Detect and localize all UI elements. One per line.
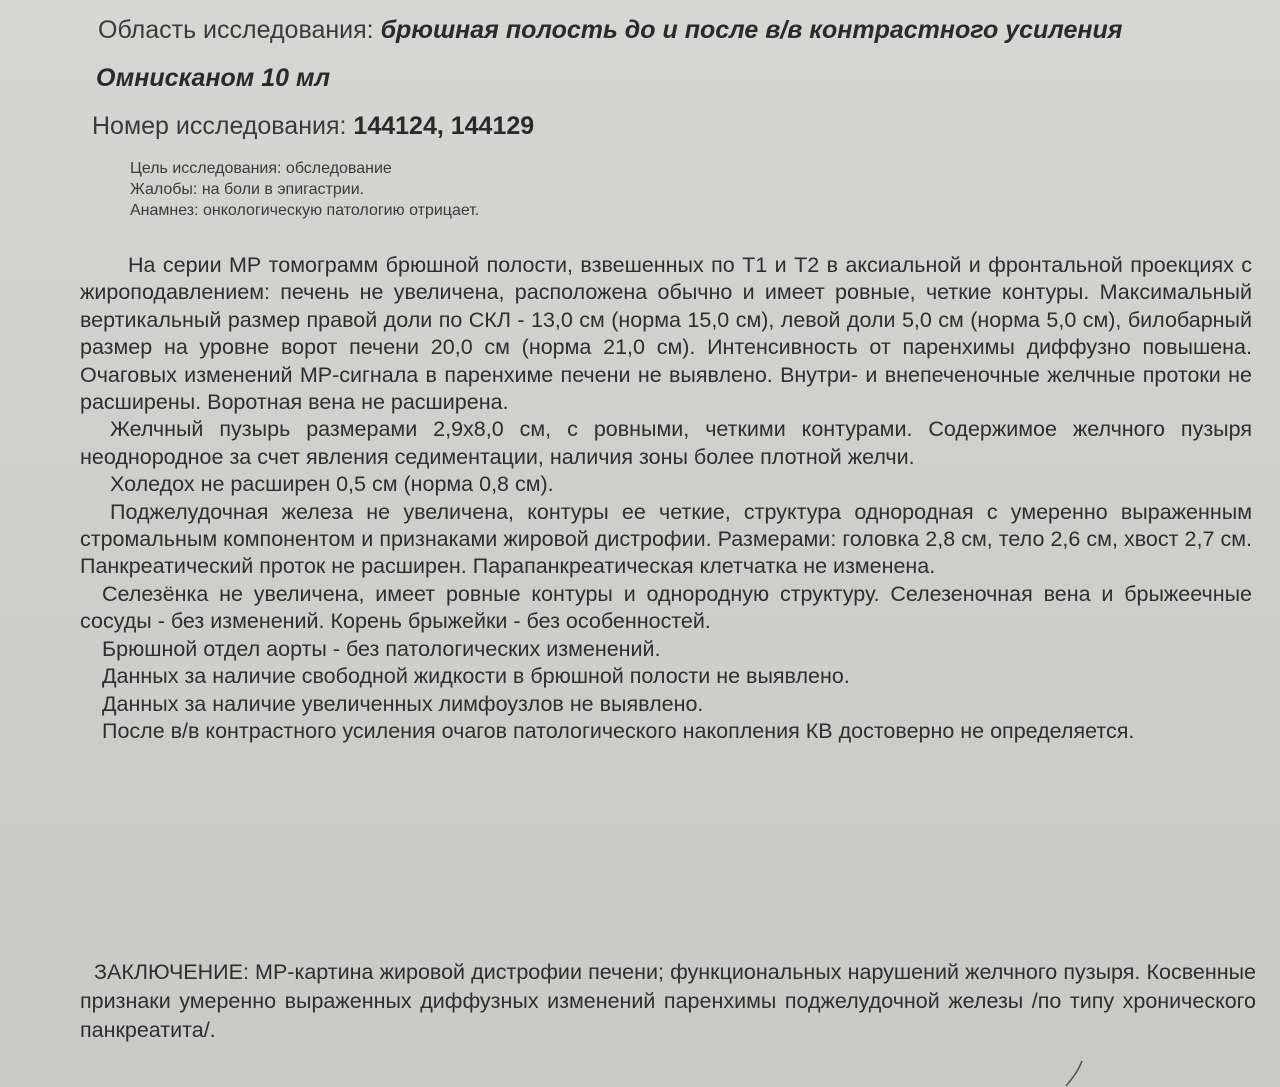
anamnesis: Анамнез: онкологическую патологию отрицает. — [130, 202, 480, 219]
study-purpose: Цель исследования: обследование — [130, 160, 392, 177]
study-area-label: Область исследования: — [98, 16, 374, 44]
findings-pancreas: Поджелудочная железа не увеличена, контуры ее четкие, структура однородная с умеренно выраженным стромальным компонентом и признаками жировой дистрофии. Размерами: головка 2,8 см, тело 2,6 см, хвост 2,7 см. Панкреатический проток не расширен. Парапанкреатическая клетчатка не изменена. — [80, 499, 1252, 579]
study-number-value: 144124, 144129 — [353, 112, 535, 140]
findings-gallbladder: Желчный пузырь размерами 2,9х8,0 см, с ровными, четкими контурами. Содержимое желчного пузыря неоднородное за счет явления седиментации, наличия зоны более плотной желчи. — [80, 417, 1252, 469]
study-number-label: Номер исследования: — [92, 112, 347, 140]
study-area-line — [98, 16, 1123, 45]
findings-free-fluid: Данных за наличие свободной жидкости в брюшной полости не выявлено. — [102, 664, 850, 689]
contrast-agent: Омнисканом 10 мл — [96, 64, 331, 92]
findings-aorta: Брюшной отдел аорты - без патологических изменений. — [102, 636, 661, 661]
conclusion-label: ЗАКЛЮЧЕНИЕ: — [94, 960, 249, 984]
study-area-value-continued — [96, 64, 330, 93]
complaints: Жалобы: на боли в эпигастрии. — [130, 181, 365, 198]
findings-lymph-nodes: Данных за наличие увеличенных лимфоузлов не выявлено. — [102, 691, 704, 716]
pen-stroke-mark — [1062, 1060, 1086, 1087]
patient-meta — [130, 158, 479, 221]
study-area-value: брюшная полость до и после в/в контрастного усиления — [380, 16, 1123, 44]
findings-liver: На серии МР томограмм брюшной полости, взвешенных по Т1 и Т2 в аксиальной и фронтальной проекциях с жироподавлением: печень не увеличена, расположена обычно и имеет ровные, четкие контуры. Максимальный вертикальный размер правой доли по СКЛ - 13,0 см (норма 15,0 см), левой доли 5,0 см (норма 5,0 см), билобарный размер на уровне ворот печени 20,0 см (норма 21,0 см). Интенсивность от паренхимы диффузно повышена. Очаговых изменений МР-сигнала в паренхиме печени не выявлено. Внутри- и внепеченочные желчные протоки не расширены. Воротная вена не расширена. — [80, 253, 1252, 415]
conclusion-text: МР-картина жировой дистрофии печени; функциональных нарушений желчного пузыря. Косвенные признаки умеренно выраженных диффузных изменений паренхимы поджелудочной железы /по типу хронического панкреатита/. — [80, 960, 1256, 1042]
study-number-line — [92, 112, 534, 141]
findings-spleen: Селезёнка не увеличена, имеет ровные контуры и однородную структуру. Селезеночная вена и брыжеечные сосуды - без изменений. Корень брыжейки - без особенностей. — [80, 581, 1252, 634]
findings-contrast: После в/в контрастного усиления очагов патологического накопления КВ достоверно не определяется. — [102, 718, 1135, 743]
findings-section — [80, 252, 1252, 745]
findings-choledochus: Холедох не расширен 0,5 см (норма 0,8 см). — [110, 472, 554, 497]
conclusion-section — [80, 958, 1256, 1045]
